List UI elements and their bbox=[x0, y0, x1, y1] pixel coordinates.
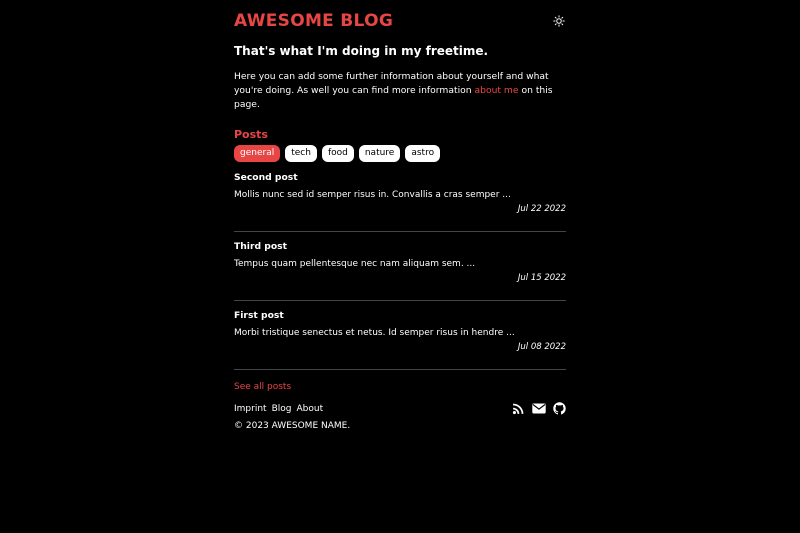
post-title[interactable]: First post bbox=[234, 310, 284, 321]
header bbox=[234, 9, 566, 33]
tag-filter bbox=[234, 145, 566, 162]
mail-icon[interactable] bbox=[532, 402, 546, 415]
tagline: That's what I'm doing in my freetime. bbox=[234, 44, 489, 58]
sun-icon[interactable] bbox=[552, 14, 566, 28]
post-title[interactable]: Second post bbox=[234, 172, 298, 183]
tag-general[interactable]: general bbox=[234, 145, 280, 162]
tag-food[interactable]: food bbox=[322, 145, 354, 162]
post-date: Jul 22 2022 bbox=[517, 204, 566, 214]
post-excerpt: Mollis nunc sed id semper risus in. Convallis a cras semper ... bbox=[234, 190, 511, 200]
post-excerpt: Tempus quam pellentesque nec nam aliquam sem. ... bbox=[234, 259, 476, 269]
tag-nature[interactable]: nature bbox=[359, 145, 401, 162]
tag-astro[interactable]: astro bbox=[405, 145, 440, 162]
intro-text-before: Here you can add some further information about yourself and what you're doing. As well you can find more information bbox=[234, 71, 549, 96]
post-item[interactable] bbox=[234, 167, 566, 232]
footer-link-about[interactable]: About bbox=[296, 403, 324, 414]
post-title[interactable]: Third post bbox=[234, 241, 288, 252]
page-container bbox=[234, 0, 566, 431]
post-date: Jul 08 2022 bbox=[517, 342, 566, 352]
copyright: © 2023 AWESOME NAME. bbox=[234, 421, 351, 431]
rss-icon[interactable] bbox=[512, 402, 525, 415]
posts-heading: Posts bbox=[234, 128, 268, 141]
footer-link-blog[interactable]: Blog bbox=[271, 403, 292, 414]
about-me-link[interactable]: about me bbox=[474, 85, 519, 96]
github-icon[interactable] bbox=[553, 402, 566, 415]
intro-text-after: on this page. bbox=[234, 85, 553, 110]
see-all-posts-link[interactable]: See all posts bbox=[234, 382, 292, 392]
footer-link-imprint[interactable]: Imprint bbox=[234, 403, 267, 414]
site-title[interactable]: AWESOME BLOG bbox=[234, 11, 394, 31]
footer-nav bbox=[234, 404, 323, 414]
post-item[interactable] bbox=[234, 301, 566, 370]
post-item[interactable] bbox=[234, 232, 566, 301]
tag-tech[interactable]: tech bbox=[285, 145, 317, 162]
footer bbox=[234, 402, 566, 415]
post-list bbox=[234, 167, 566, 370]
social-icons bbox=[512, 402, 566, 415]
post-excerpt: Morbi tristique senectus et netus. Id semper risus in hendre ... bbox=[234, 328, 515, 338]
intro-text bbox=[234, 70, 566, 112]
post-date: Jul 15 2022 bbox=[517, 273, 566, 283]
